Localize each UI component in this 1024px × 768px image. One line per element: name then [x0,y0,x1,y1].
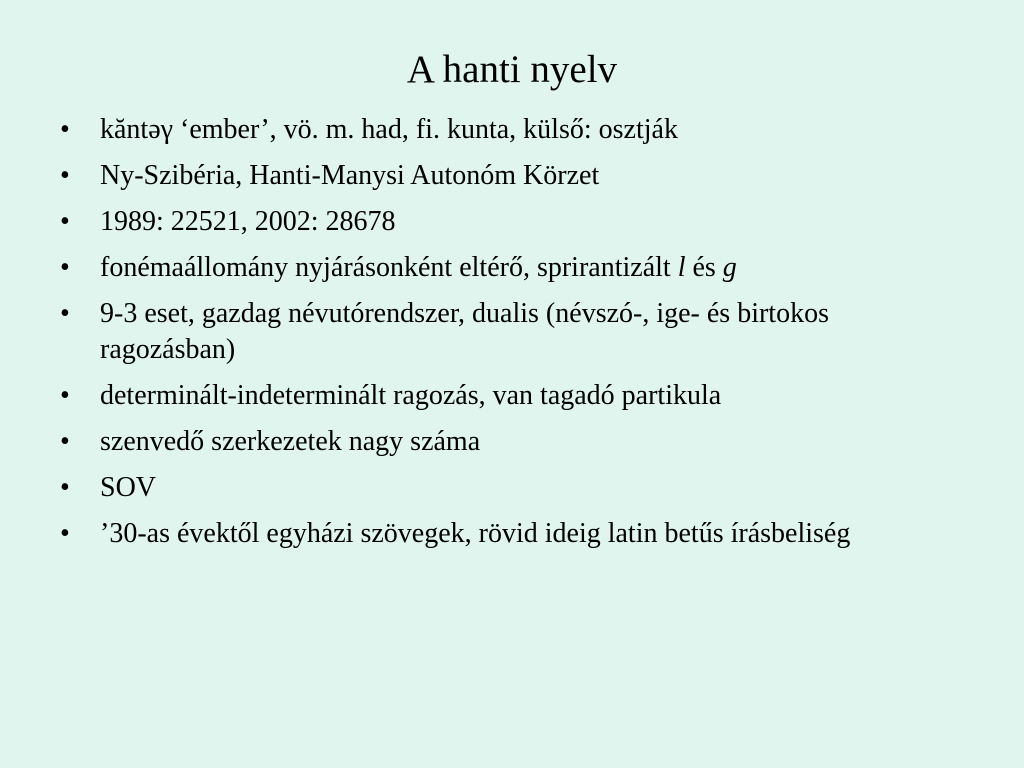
bullet-item-location [60,158,960,194]
bullet-text: kăntəγ ‘ember’, vö. m. had, fi. kunta, külső: osztják [100,114,678,145]
bullet-marker: • [60,298,70,329]
bullet-marker: • [60,426,70,457]
bullet-text: szenvedő szerkezetek nagy száma [100,426,481,457]
bullet-item-word-order [60,470,960,506]
bullet-marker: • [60,518,70,549]
slide-title: A hanti nyelv [406,48,618,91]
bullet-item-literacy [60,516,960,552]
bullet-marker: • [60,472,70,503]
bullet-item-etymology [60,112,960,148]
bullet-marker: • [60,206,70,237]
bullet-italic-g: g [722,252,737,283]
bullet-item-conjugation [60,378,960,414]
bullet-text-middle: és [685,252,723,283]
bullet-item-population [60,204,960,240]
bullet-text: Ny-Szibéria, Hanti-Manysi Autonóm Körzet [100,160,600,191]
bullet-item-passive [60,424,960,460]
bullet-item-morphology [60,296,960,368]
bullet-text [100,252,737,283]
bullet-marker: • [60,252,70,283]
bullet-marker: • [60,380,70,411]
bullet-text: determinált-indeterminált ragozás, van tagadó partikula [100,380,722,411]
bullet-text: 1989: 22521, 2002: 28678 [100,206,396,237]
bullet-text: 9-3 eset, gazdag névutórendszer, dualis (névszó-, ige- és birtokos ragozásban) [100,298,829,365]
bullet-item-phonemes [60,250,960,286]
bullet-text: SOV [100,472,157,503]
bullet-text: ’30-as évektől egyházi szövegek, rövid ideig latin betűs írásbeliség [100,518,851,549]
bullet-text-before: fonémaállomány nyjárásonként eltérő, sprirantizált [100,252,678,283]
bullet-marker: • [60,114,70,145]
bullet-italic-l: l [677,252,686,283]
bullet-marker: • [60,160,70,191]
bullet-list [60,112,960,562]
